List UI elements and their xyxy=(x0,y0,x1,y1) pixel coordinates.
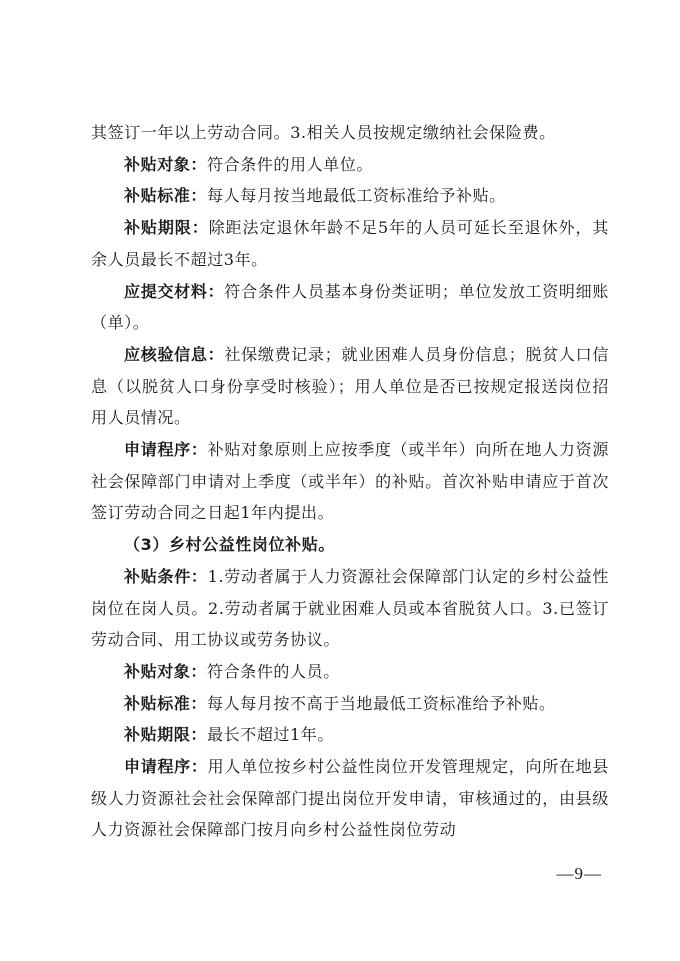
paragraph-label: 补贴对象： xyxy=(124,154,208,174)
paragraph-label: 补贴期限： xyxy=(124,218,209,238)
paragraph-label: 补贴条件： xyxy=(124,566,208,586)
paragraph-subsidy-period xyxy=(91,719,609,751)
paragraph-text: 用人单位按乡村公益性岗位开发管理规定，向所在地县级人力资源社会社会保障部门提出岗位开发申请，审核通过的，由县级人力资源社会保障部门按月向乡村公益性岗位劳动 xyxy=(91,757,609,840)
paragraph-label: 补贴标准： xyxy=(124,186,208,206)
paragraph-text: 符合条件的用人单位。 xyxy=(207,154,374,174)
paragraph-label: 补贴对象： xyxy=(124,661,208,681)
paragraph-label: 申请程序： xyxy=(124,757,208,777)
paragraph-verification-info xyxy=(91,339,609,434)
paragraph-text: 符合条件的人员。 xyxy=(207,661,340,681)
paragraph-text: 每人每月按当地最低工资标准给予补贴。 xyxy=(207,186,506,206)
paragraph-label: 应提交材料： xyxy=(124,281,225,301)
paragraph-application-procedure xyxy=(91,751,609,846)
paragraph-label: 补贴标准： xyxy=(124,693,208,713)
paragraph-subsidy-period xyxy=(91,212,609,275)
page-number: —9— xyxy=(556,864,602,883)
paragraph-subsidy-target xyxy=(91,149,609,181)
paragraph-label: 应核验信息： xyxy=(124,344,225,364)
paragraph-continuation xyxy=(91,117,609,149)
paragraph-label: 补贴期限： xyxy=(124,725,208,745)
paragraph-subsidy-standard xyxy=(91,180,609,212)
document-body xyxy=(91,117,609,846)
paragraph-label: 申请程序： xyxy=(124,440,208,460)
paragraph-text: 1.劳动者属于人力资源社会保障部门认定的乡村公益性岗位在岗人员。2.劳动者属于就业困难人员或本省脱贫人口。3.已签订劳动合同、用工协议或劳务协议。 xyxy=(91,566,609,650)
paragraph-text: 每人每月按不高于当地最低工资标准给予补贴。 xyxy=(207,693,556,713)
paragraph-text: 社保缴费记录；就业困难人员身份信息；脱贫人口信息（以脱贫人口身份享受时核验）；用人单位是否已按规定报送岗位招用人员情况。 xyxy=(91,344,609,428)
paragraph-subsidy-conditions xyxy=(91,561,609,656)
section-heading xyxy=(91,529,609,561)
paragraph-text: 其签订一年以上劳动合同。3.相关人员按规定缴纳社会保险费。 xyxy=(91,123,556,142)
paragraph-subsidy-standard xyxy=(91,688,609,720)
section-heading-text: （3）乡村公益性岗位补贴。 xyxy=(124,535,335,555)
paragraph-application-procedure xyxy=(91,434,609,529)
paragraph-text: 补贴对象原则上应按季度（或半年）向所在地人力资源社会保障部门申请对上季度（或半年）的补贴。首次补贴申请应于首次签订劳动合同之日起1年内提出。 xyxy=(91,440,609,523)
paragraph-text: 最长不超过1年。 xyxy=(207,725,334,745)
paragraph-subsidy-target xyxy=(91,656,609,688)
paragraph-text: 除距法定退休年龄不足5年的人员可延长至退休外，其余人员最长不超过3年。 xyxy=(91,218,609,269)
paragraph-required-materials xyxy=(91,276,609,339)
paragraph-text: 符合条件人员基本身份类证明；单位发放工资明细账（单）。 xyxy=(91,281,609,333)
